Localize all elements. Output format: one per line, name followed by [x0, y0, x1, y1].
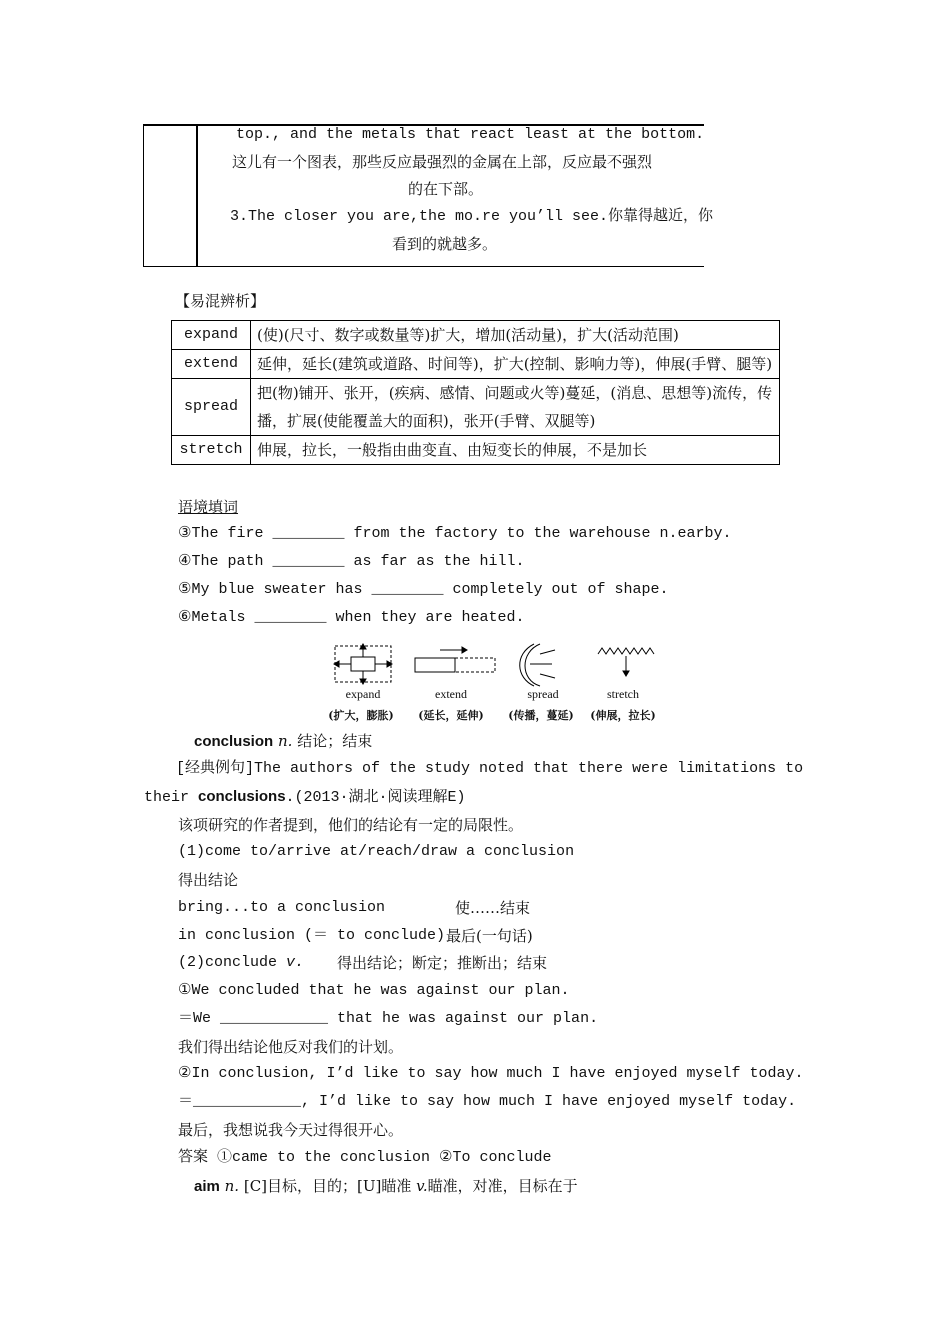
example-sentence-line-1: [经典例句]The authors of the study noted that there were limitations to: [176, 760, 804, 777]
table-line-1: top., and the metals that react least at the bottom.: [236, 126, 705, 143]
headword-aim: aim: [194, 1178, 220, 1195]
table-row: [172, 321, 780, 350]
example-text: their: [144, 789, 199, 806]
sub-expand: (扩大，膨胀): [328, 709, 394, 722]
meaning-cell: 把(物)铺开、张开，(疾病、感情、问题或火等)蔓延，(消息、思想等)流传，传播，扩展(使能覆盖大的面积)，张开(手臂、双腿等): [251, 379, 780, 436]
meaning-cell: (使)(尺寸、数字或数量等)扩大，增加(活动量)，扩大(活动范围): [251, 321, 780, 350]
question-5: ⑤My blue sweater has ________ completely out of shape.: [178, 581, 669, 598]
example-2-rewrite: ＝____________, I’d like to say how much I have enjoyed myself today.: [178, 1093, 797, 1110]
aim-noun-meaning: [C]目标，目的；[U]瞄准: [239, 1177, 417, 1195]
table-row: [172, 379, 780, 436]
word-illustration-figure: [330, 640, 675, 725]
phrase-3: in conclusion (＝ to conclude): [178, 927, 446, 944]
sub-stretch: (伸展，拉长): [590, 709, 656, 722]
extend-drawing: [415, 647, 495, 672]
word-cell: spread: [172, 379, 251, 436]
phrase-1: (1)come to/arrive at/reach/draw a conclusion: [178, 843, 575, 860]
example-2: ②In conclusion, I’d like to say how much I have enjoyed myself today.: [178, 1065, 804, 1082]
example-1-rewrite: ＝We ____________ that he was against our plan.: [178, 1010, 599, 1027]
headword-conclusion: conclusion: [194, 733, 274, 750]
conclusion-headword-line: [194, 731, 372, 752]
aim-pos-verb: v.: [416, 1177, 428, 1195]
caption-stretch: stretch: [607, 687, 639, 701]
caption-spread: spread: [527, 687, 559, 701]
table-line-4: 3.The closer you are,the mo.re you’ll see.你靠得越近，你: [230, 208, 714, 225]
headword-meaning: 结论；结束: [297, 732, 373, 750]
context-fill-title: 语境填词: [178, 498, 239, 516]
section-title: 【易混辨析】: [175, 292, 266, 310]
aim-headword-line: [194, 1176, 578, 1197]
meaning-cell: 延伸，延长(建筑或道路、时间等)，扩大(控制、影响力等)，伸展(手臂、腿等): [251, 350, 780, 379]
phrase-3-meaning: 最后(一句话): [446, 927, 533, 945]
sub-extend: (延长，延伸): [418, 709, 484, 722]
example-1-translation: 我们得出结论他反对我们的计划。: [178, 1038, 404, 1056]
pos-label: n.: [277, 732, 293, 750]
spread-drawing: [520, 644, 555, 686]
phrase-1-meaning: 得出结论: [178, 871, 239, 889]
example-sentence-line-2: [144, 787, 466, 808]
sub-spread: (传播，蔓延): [508, 709, 574, 722]
expand-drawing: [334, 644, 392, 684]
table-row: [172, 350, 780, 379]
aim-pos-noun: n.: [224, 1177, 240, 1195]
example-translation: 该项研究的作者提到，他们的结论有一定的局限性。: [178, 816, 524, 834]
caption-extend: extend: [435, 687, 467, 701]
question-3: ③The fire ________ from the factory to the warehouse n.earby.: [178, 525, 732, 542]
answer-line: 答案 ①came to the conclusion ②To conclude: [178, 1149, 552, 1166]
aim-verb-meaning: 瞄准，对准，目标在于: [427, 1177, 578, 1195]
caption-expand: expand: [345, 687, 381, 701]
word-cell: stretch: [172, 436, 251, 465]
question-4: ④The path ________ as far as the hill.: [178, 553, 525, 570]
conclude-meaning: 得出结论；断定；推断出；结束: [337, 954, 548, 972]
table-line-3: 的在下部。: [408, 180, 484, 198]
confusion-table: [171, 320, 780, 465]
example-source: .(2013·湖北·阅读理解E): [285, 789, 466, 806]
example-2-translation: 最后，我想说我今天过得很开心。: [178, 1121, 404, 1139]
example-1: ①We concluded that he was against our plan.: [178, 982, 570, 999]
table-row: [172, 436, 780, 465]
table-column-divider: [196, 124, 198, 266]
phrase-2: bring...to a conclusion: [178, 899, 386, 916]
meaning-cell: 伸展，拉长，一般指由曲变直、由短变长的伸展，不是加长: [251, 436, 780, 465]
illustration-drawings: [330, 640, 675, 690]
question-6: ⑥Metals ________ when they are heated.: [178, 609, 525, 626]
word-cell: expand: [172, 321, 251, 350]
phrase-2-meaning: 使……结束: [455, 899, 531, 917]
table-line-2: 这儿有一个图表，那些反应最强烈的金属在上部，反应最不强烈: [232, 153, 653, 171]
conclude-word: (2)conclude: [178, 954, 287, 971]
stretch-drawing: [598, 648, 654, 676]
table-line-5: 看到的就越多。: [392, 235, 498, 253]
conclude-verb: [178, 953, 304, 973]
word-cell: extend: [172, 350, 251, 379]
verb-pos: v.: [286, 954, 305, 971]
example-keyword: conclusions: [198, 788, 286, 805]
